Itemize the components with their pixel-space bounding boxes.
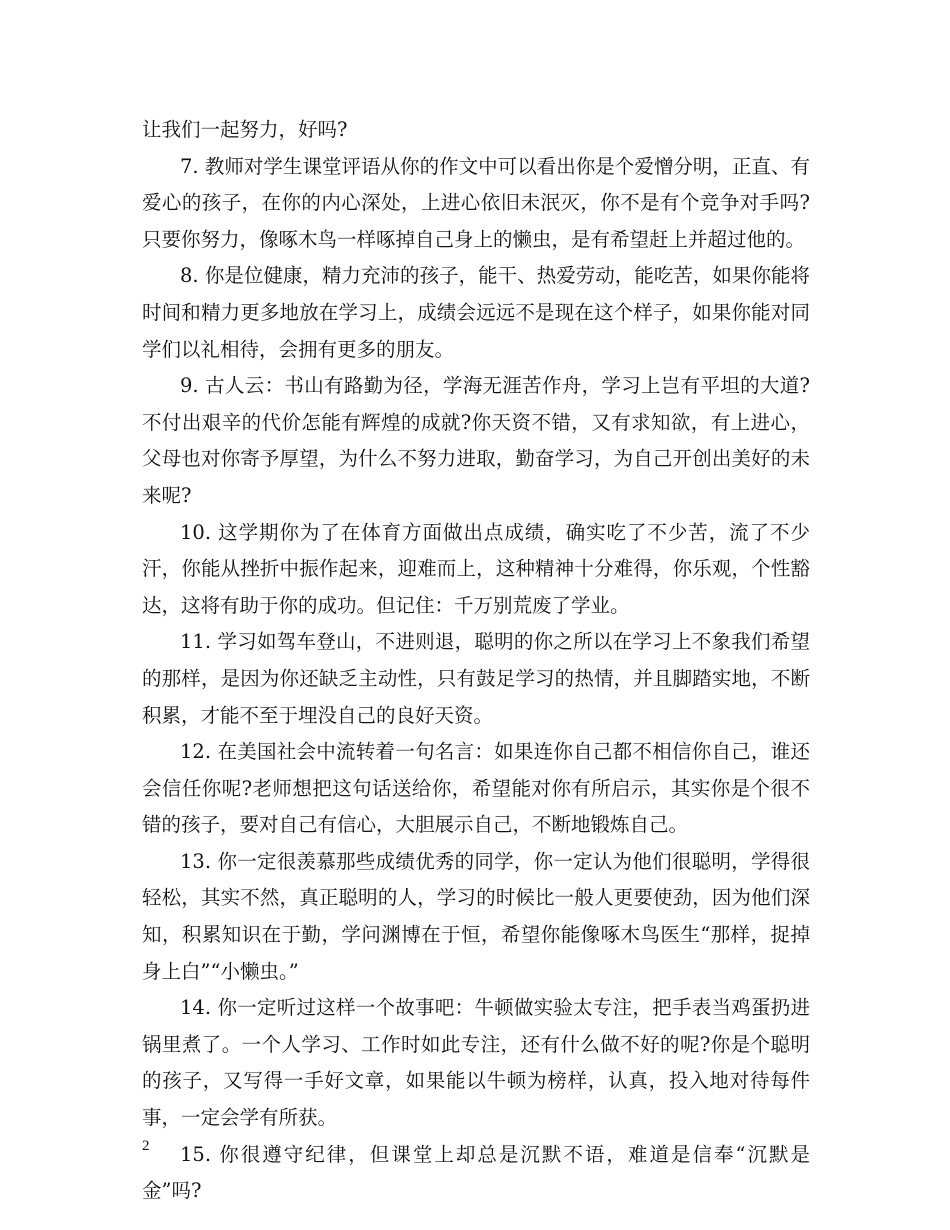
paragraph-text: 你很遵守纪律，但课堂上却总是沉默不语，难道是信奉“沉默是金”吗? [142, 1142, 810, 1203]
page-number: 2 [142, 1138, 150, 1154]
paragraph-11 [142, 624, 810, 734]
paragraph-text: 你一定听过这样一个故事吧：牛顿做实验太专注，把手表当鸡蛋扔进锅里煮了。一个人学习、工作时如此专注，还有什么做不好的呢?你是个聪明的孩子，又写得一手好文章，如果能以牛顿为榜样，认真，投入地对待每件事，一定会学有所获。 [142, 996, 810, 1130]
paragraph-number: 7. [180, 154, 199, 178]
paragraph-14 [142, 990, 810, 1136]
paragraph-text: 学习如驾车登山，不进则退，聪明的你之所以在学习上不象我们希望的那样，是因为你还缺乏主动性，只有鼓足学习的热情，并且脚踏实地，不断积累，才能不至于埋没自己的良好天资。 [142, 630, 810, 727]
paragraph-7 [142, 149, 810, 259]
paragraph-text: 让我们一起努力，好吗? [142, 118, 348, 141]
paragraph-text: 教师对学生课堂评语从你的作文中可以看出你是个爱憎分明，正直、有爱心的孩子，在你的内心深处，上进心依旧未泯灭，你不是有个竞争对手吗?只要你努力，像啄木鸟一样啄掉自己身上的懒虫，是有希望赶上并超过他的。 [142, 154, 810, 251]
paragraph-12 [142, 734, 810, 844]
paragraph-continuation [142, 112, 810, 149]
paragraph-text: 古人云：书山有路勤为径，学海无涯苦作舟，学习上岂有平坦的大道?不付出艰辛的代价怎能有辉煌的成就?你天资不错，又有求知欲，有上进心，父母也对你寄予厚望，为什么不努力进取，勤奋学习，为自己开创出美好的未来呢? [142, 374, 810, 507]
paragraph-text: 这学期你为了在体育方面做出点成绩，确实吃了不少苦，流了不少汗，你能从挫折中振作起来，迎难而上，这种精神十分难得，你乐观，个性豁达，这将有助于你的成功。但记住：千万别荒废了学业。 [142, 520, 810, 617]
paragraph-number: 14. [180, 996, 212, 1020]
paragraph-number: 9. [180, 374, 199, 398]
paragraph-8 [142, 258, 810, 368]
paragraph-text: 在美国社会中流转着一句名言：如果连你自己都不相信你自己，谁还会信任你呢?老师想把这句话送给你，希望能对你有所启示，其实你是个很不错的孩子，要对自己有信心，大胆展示自己，不断地锻炼自己。 [142, 740, 810, 837]
paragraph-number: 13. [180, 849, 212, 873]
paragraph-10 [142, 515, 810, 625]
paragraph-text: 你是位健康，精力充沛的孩子，能干、热爱劳动，能吃苦，如果你能将时间和精力更多地放在学习上，成绩会远远不是现在这个样子，如果你能对同学们以礼相待，会拥有更多的朋友。 [142, 264, 810, 361]
paragraph-15 [142, 1137, 810, 1210]
paragraph-number: 15. [180, 1142, 212, 1166]
paragraph-number: 10. [180, 520, 212, 544]
paragraph-number: 12. [180, 740, 212, 764]
paragraph-13 [142, 844, 810, 990]
paragraph-text: 你一定很羡慕那些成绩优秀的同学，你一定认为他们很聪明，学得很轻松，其实不然，真正聪明的人，学习的时候比一般人更要使劲，因为他们深知，积累知识在于勤，学问渊博在于恒，希望你能像啄木鸟医生“那样，捉掉身上白”“小懒虫。” [142, 849, 810, 983]
paragraph-number: 8. [180, 264, 199, 288]
document-body [142, 112, 810, 1210]
paragraph-number: 11. [180, 630, 212, 654]
paragraph-9 [142, 368, 810, 514]
